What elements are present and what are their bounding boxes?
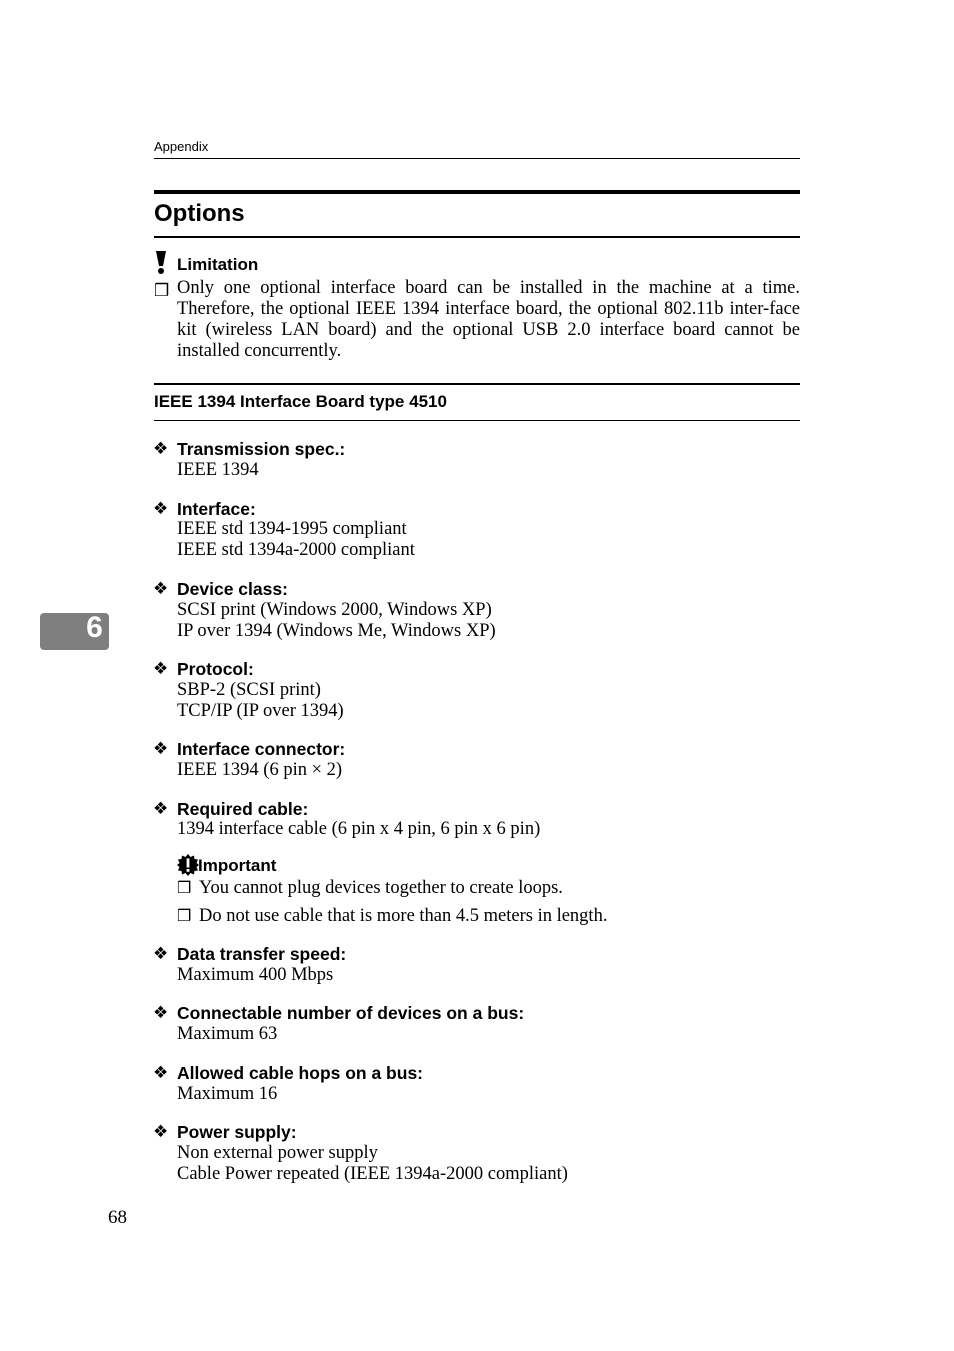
spec-value: IEEE std 1394-1995 compliant [177,519,407,539]
header-rule [154,158,800,159]
spec-label-data-transfer-speed: Data transfer speed: [177,944,347,964]
running-head: Appendix [154,139,209,154]
spec-label-power-supply: Power supply: [177,1122,297,1142]
limitation-label: Limitation [177,255,259,274]
page-number: 68 [108,1207,127,1228]
bullet-icon: ❖ [153,579,169,598]
spec-value: IEEE 1394 (6 pin × 2) [177,760,343,780]
spec-value: IP over 1394 (Windows Me, Windows XP) [177,621,496,641]
spec-value: Maximum 400 Mbps [177,965,334,985]
spec-value: IEEE 1394 [177,460,259,480]
spec-label-connectable-devices: Connectable number of devices on a bus: [177,1003,525,1023]
spec-value: SBP-2 (SCSI print) [177,680,321,700]
limitation-icon [154,251,168,275]
spec-label-cable-hops: Allowed cable hops on a bus: [177,1063,423,1083]
spec-label-required-cable: Required cable: [177,799,309,819]
bullet-icon: ❖ [153,739,169,758]
spec-value: Maximum 63 [177,1024,278,1044]
bullet-icon: ❖ [153,1003,169,1022]
section-title: IEEE 1394 Interface Board type 4510 [154,392,447,411]
spec-label-transmission: Transmission spec.: [177,439,346,459]
title-rule-bottom [154,236,800,238]
important-note: Do not use cable that is more than 4.5 meters in length. [199,906,608,926]
important-checkbox-icon: ❒ [177,908,192,925]
spec-value: Cable Power repeated (IEEE 1394a-2000 compliant) [177,1164,568,1184]
bullet-icon: ❖ [153,659,169,678]
spec-value: SCSI print (Windows 2000, Windows XP) [177,600,492,620]
bullet-icon: ❖ [153,944,169,963]
important-label: Important [198,856,277,875]
bullet-icon: ❖ [153,799,169,818]
limitation-text: Only one optional interface board can be installed in the machine at a time. Therefore, the optional IEEE 1394 interface board, the optional 802.11b inter-face kit (wireless LAN board) and the optional USB 2.0 interface board cannot be installed concurrently. [177,278,800,361]
bullet-icon: ❖ [153,1063,169,1082]
important-icon [177,854,199,876]
spec-value: IEEE std 1394a-2000 compliant [177,540,415,560]
spec-value: 1394 interface cable (6 pin x 4 pin, 6 pin x 6 pin) [177,819,541,839]
spec-label-interface-connector: Interface connector: [177,739,346,759]
page-title: Options [154,200,245,227]
spec-value: Non external power supply [177,1143,378,1163]
bullet-icon: ❖ [153,439,169,458]
spec-label-interface: Interface: [177,499,256,519]
section-rule-bottom [154,420,800,421]
spec-label-protocol: Protocol: [177,659,254,679]
important-checkbox-icon: ❒ [177,880,192,897]
bullet-icon: ❖ [153,499,169,518]
limitation-checkbox-icon: ❒ [154,281,170,300]
section-rule-top [154,383,800,385]
spec-label-device-class: Device class: [177,579,288,599]
title-rule-top [154,190,800,194]
spec-value: TCP/IP (IP over 1394) [177,701,344,721]
important-note: You cannot plug devices together to create loops. [199,878,563,898]
bullet-icon: ❖ [153,1122,169,1141]
chapter-tab-number: 6 [86,611,103,644]
spec-value: Maximum 16 [177,1084,278,1104]
